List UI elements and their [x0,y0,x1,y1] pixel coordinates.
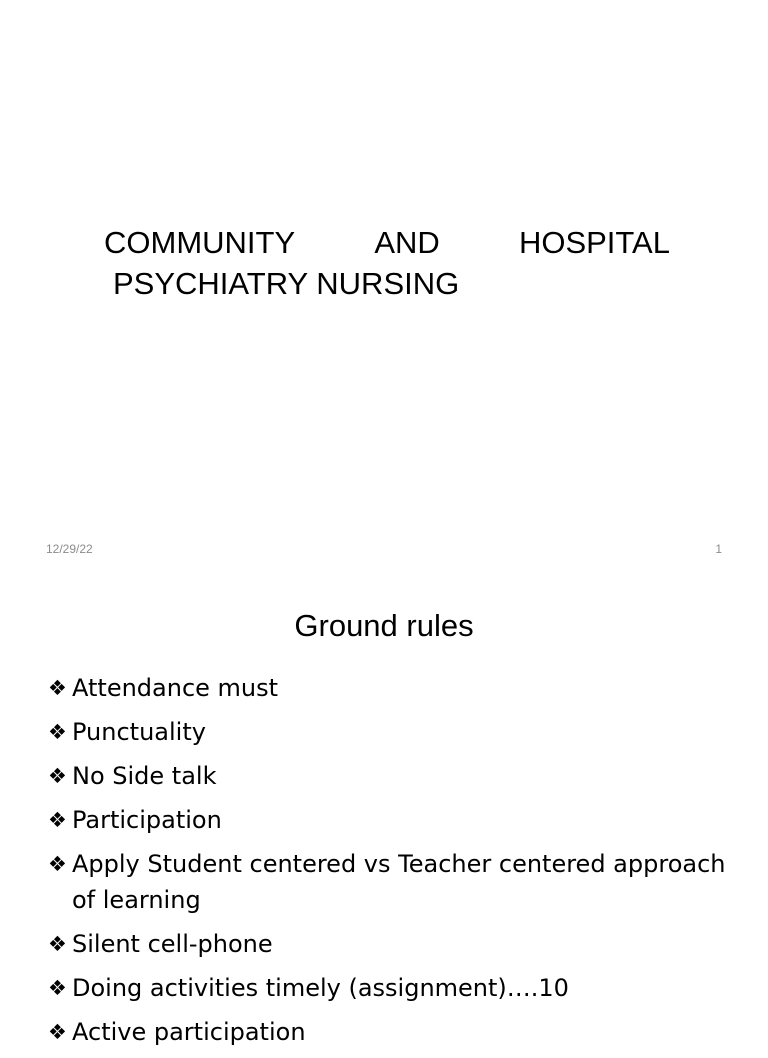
list-item [48,670,728,706]
diamond-bullet-icon: ❖ [48,932,67,956]
rule-text: Attendance must [72,674,279,702]
list-item [48,846,728,918]
diamond-bullet-icon: ❖ [48,1020,67,1044]
diamond-bullet-icon: ❖ [48,852,67,876]
title-word: HOSPITAL [518,225,670,260]
title-line-1 [104,222,670,263]
slide-2 [0,576,768,1046]
rule-text: Apply Student centered vs Teacher centered approach of learning [72,850,726,914]
list-item [48,714,728,750]
diamond-bullet-icon: ❖ [48,720,67,744]
slide-date: 12/29/22 [46,542,93,556]
rule-text: Doing activities timely (assignment)….10 [72,974,569,1002]
rule-text: Participation [72,806,222,834]
diamond-bullet-icon: ❖ [48,976,67,1000]
diamond-bullet-icon: ❖ [48,764,67,788]
rule-text: Punctuality [72,718,206,746]
title-word: AND [374,225,440,260]
rule-text: Active participation [72,1018,306,1046]
slide-number: 1 [715,542,722,556]
list-item [48,926,728,962]
rule-text: Silent cell-phone [72,930,273,958]
diamond-bullet-icon: ❖ [48,676,67,700]
slide-heading: Ground rules [294,608,474,643]
ground-rules-list [48,670,728,1058]
title-line-2: PSYCHIATRY NURSING [113,266,460,301]
list-item [48,758,728,794]
list-item [48,1014,728,1050]
title-word: COMMUNITY [104,225,296,260]
slide-title [104,222,670,304]
list-item [48,802,728,838]
diamond-bullet-icon: ❖ [48,808,67,832]
list-item [48,970,728,1006]
rule-text: No Side talk [72,762,217,790]
